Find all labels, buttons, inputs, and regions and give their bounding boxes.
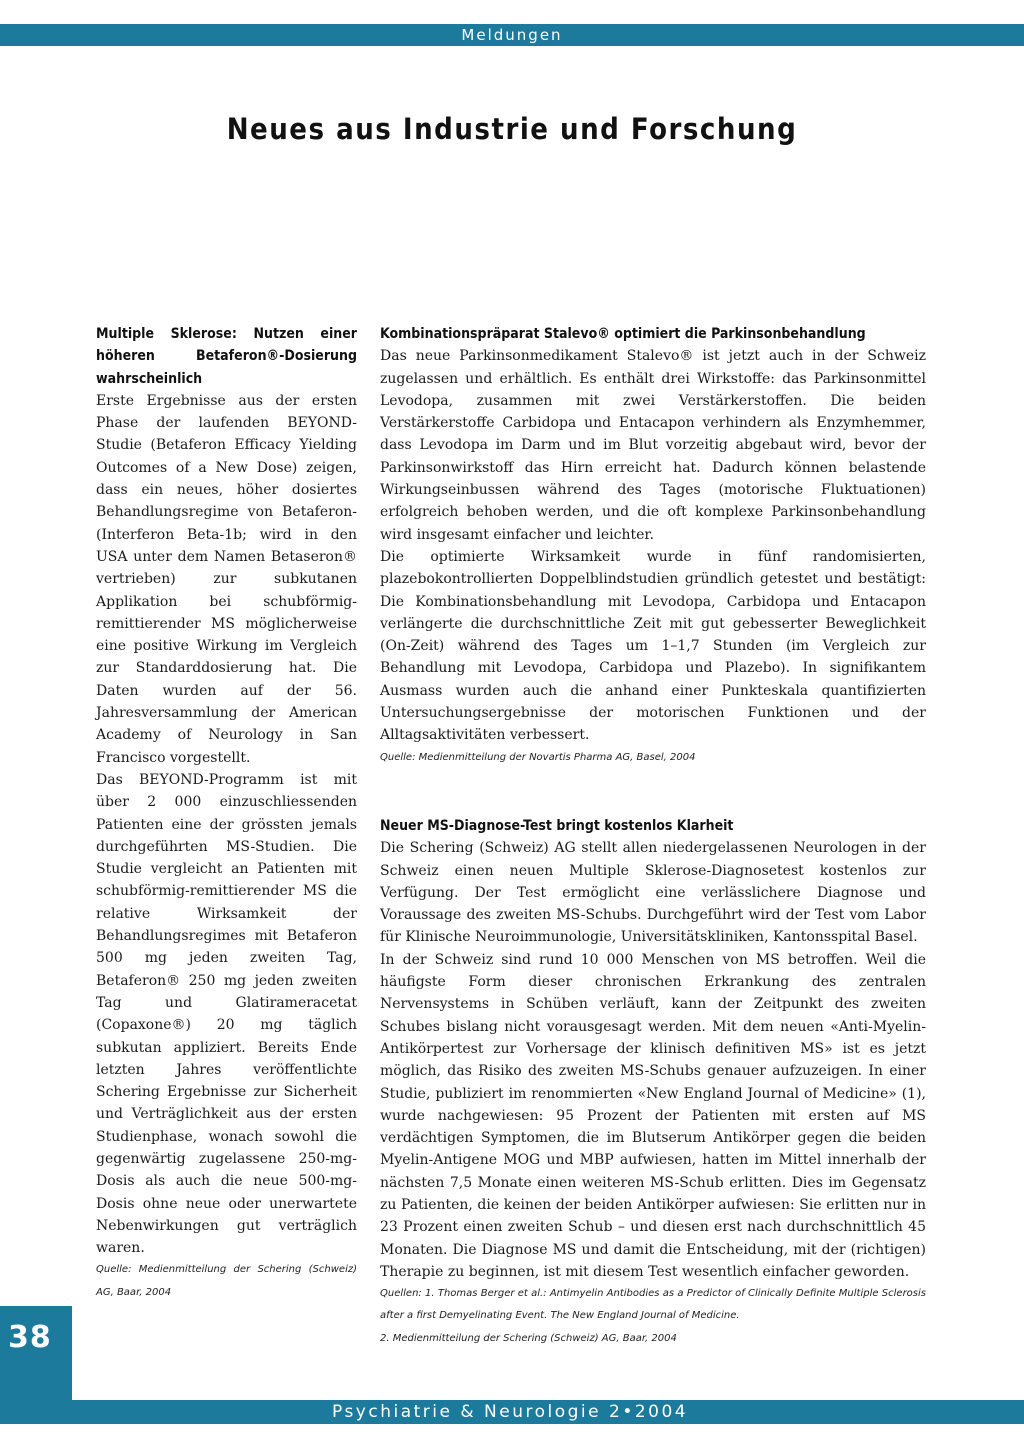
article-paragraph: Das BEYOND-Programm ist mit über 2 000 einzuschliessenden Patienten eine der grössten jemals durchgeführten MS-Studien. Die Studie vergleicht an Patienten mit schubförmig-remittierender MS die relative Wirksamkeit der Behandlungsregimes mit Betaferon 500 mg jeden zweiten Tag, Betaferon® 250 mg jeden zweiten Tag und Glatirameracetat (Copaxone®) 20 mg täglich subkutan appliziert. Bereits Ende letzten Jahres veröffentlichte Schering Ergebnisse zur Sicherheit und Verträglichkeit aus der ersten Studienphase, wonach sowohl die gegenwärtig zugelassene 250-mg-Dosis als auch die neue 500-mg-Dosis ohne neue oder unerwartete Nebenwirkungen gut verträglich waren. xyxy=(96,771,357,1257)
article-paragraph: Die Schering (Schweiz) AG stellt allen niedergelassenen Neurologen in der Schweiz einen neuen Multiple Sklerose-Diagnosetest kostenlos zur Verfügung. Der Test ermöglicht eine verlässlichere Diagnose und Voraussage des zweiten MS-Schubs. Durchgeführt wird der Test vom Labor für Klinische Neuroimmunologie, Universitätskliniken, Kantonsspital Basel. xyxy=(380,840,926,946)
article-source: Quellen: 1. Thomas Berger et al.: Antimyelin Antibodies as a Predictor of Clinically Definite Multiple Sclerosis after a first Demyelinating Event. The New England Journal of Medicine. xyxy=(380,1288,926,1322)
article-heading: Neuer MS-Diagnose-Test bringt kostenlos Klarheit xyxy=(380,817,734,834)
article-paragraph: Erste Ergebnisse aus der ersten Phase der laufenden BEYOND-Studie (Betaferon Efficacy Yielding Outcomes of a New Dose) zeigen, dass ein neues, höher dosiertes Behandlungsregime von Betaferon-(Interferon Beta-1b; wird in den USA unter dem Namen Betaseron® vertrieben) zur subkutanen Applikation bei schubförmig-remittierender MS möglicherweise eine positive Wirkung im Vergleich zur Standarddosierung hat. Die Daten wurden auf der 56. Jahresversammlung der American Academy of Neurology in San Francisco vorgestellt. xyxy=(96,392,357,766)
article-source: Quelle: Medienmitteilung der Novartis Pharma AG, Basel, 2004 xyxy=(380,751,696,763)
article-source: 2. Medienmitteilung der Schering (Schweiz) AG, Baar, 2004 xyxy=(380,1332,677,1344)
section-header-bar xyxy=(0,24,1024,46)
right-column xyxy=(380,323,926,1350)
section-label: Meldungen xyxy=(461,26,563,44)
article-paragraph: In der Schweiz sind rund 10 000 Menschen von MS betroffen. Weil die häufigste Form dieser chronischen Erkrankung des zentralen Nervensystems in Schüben verläuft, kann der Zeitpunkt des zweiten Schubes bislang nicht vorausgesagt werden. Mit dem neuen «Anti-Myelin-Antikörpertest zur Vorhersage der klinisch definitiven MS» ist es jetzt möglich, das Risiko des zweiten MS-Schubs genauer aufzuzeigen. In einer Studie, publiziert im renommierten «New England Journal of Medicine» (1), wurde nachgewiesen: 95 Prozent der Patienten mit ersten auf MS verdächtigen Symptomen, die im Blutserum Antikörper gegen die beiden Myelin-Antigene MOG und MBP aufwiesen, hatten im Mittel innerhalb der nächsten 7,5 Monate einen weiteren MS-Schub erlitten. Dies im Gegensatz zu Patienten, die keinen der beiden Antikörper aufwiesen: Sie erlitten nur in 23 Prozent einen zweiten Schub – und diesen erst nach durchschnittlich 45 Monaten. Die Diagnose MS und damit die Entscheidung, mit der (richtigen) Therapie zu beginnen, ist mit diesem Test wesentlich einfacher geworden. xyxy=(380,951,926,1280)
article-paragraph: Die optimierte Wirksamkeit wurde in fünf randomisierten, plazebokontrollierten Doppelblindstudien gründlich getestet und bestätigt: Die Kombinationsbehandlung mit Levodopa, Carbidopa und Entacapon verlängerte die durchschnittliche Zeit mit gut gebesserter Beweglichkeit (On-Zeit) während des Tages um 1–1,7 Stunden (im Vergleich zur Behandlung mit Levodopa, Carbidopa und Plazebo). In signifikantem Ausmass wurden auch die anhand einer Punkteskala quantifizierten Untersuchungsergebnisse der motorischen Funktionen und der Alltagsaktivitäten verbessert. xyxy=(380,548,926,744)
page-number: 38 xyxy=(8,1320,52,1355)
page-title: Neues aus Industrie und Forschung xyxy=(226,112,798,146)
journal-name: Psychiatrie & Neurologie 2•2004 xyxy=(332,1402,689,1422)
article-source: Quelle: Medienmitteilung der Schering (Schweiz) AG, Baar, 2004 xyxy=(96,1264,357,1298)
left-column xyxy=(96,323,357,1304)
article-paragraph: Das neue Parkinsonmedikament Stalevo® ist jetzt auch in der Schweiz zugelassen und erhältlich. Es enthält drei Wirkstoffe: das Parkinsonmittel Levodopa, zusammen mit zwei Verstärkerstoffen. Die beiden Verstärkerstoffe Carbidopa und Entacapon verhindern als Enzymhemmer, dass Levodopa im Darm und im Blut vorzeitig abgebaut wird, bevor der Parkinsonwirkstoff das Hirn erreicht hat. Dadurch können belastende Wirkungseinbussen während des Tages (motorische Fluktuationen) erfolgreich behoben werden, und die oft komplexe Parkinsonbehandlung wird insgesamt einfacher und leichter. xyxy=(380,348,926,543)
page-number-box xyxy=(0,1306,72,1400)
article-heading: Multiple Sklerose: Nutzen einer höheren Betaferon®-Dosierung wahrscheinlich xyxy=(96,326,357,387)
article-heading: Kombinationspräparat Stalevo® optimiert die Parkinsonbehandlung xyxy=(380,326,866,342)
article-spacer xyxy=(380,769,926,815)
footer-bar xyxy=(0,1400,1024,1424)
